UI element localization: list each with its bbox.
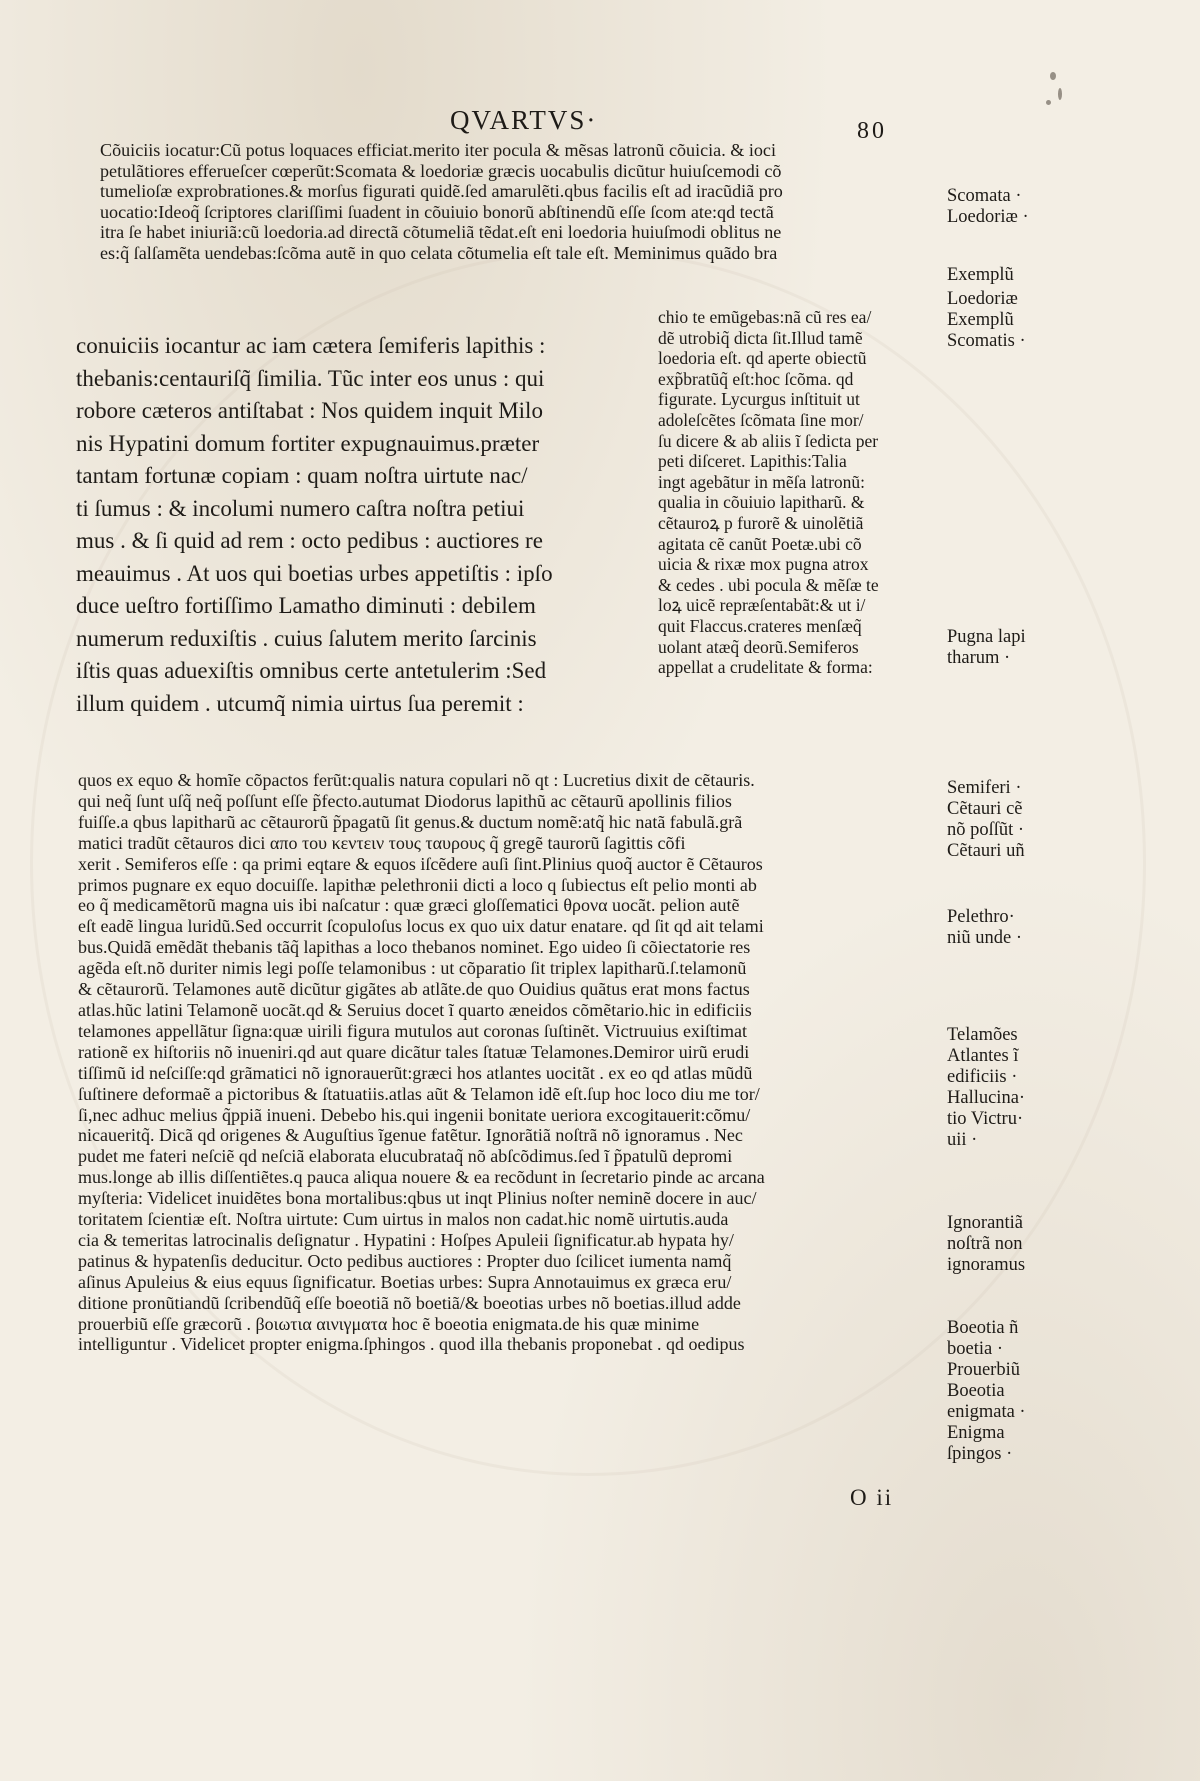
margin-note-line: nõ poſſũt · <box>947 820 1025 840</box>
commentary-line: figurate. Lycurgus inſtituit ut <box>658 389 860 410</box>
margin-note-line: Atlantes ĩ <box>947 1046 1019 1066</box>
margin-note-line: niũ unde · <box>947 928 1023 948</box>
margin-note-line: Hallucina· <box>947 1088 1026 1108</box>
text-line: numerum reduxiſtis . cuius ſalutem merito ſarcinis <box>76 625 537 651</box>
commentary-line: primos pugnare ex equo docuiſſe. lapithæ pelethronii dicti a loco q ſubiectus eſt pelio monti ab <box>78 874 757 895</box>
margin-note-line: Cẽtauri cẽ <box>947 799 1023 819</box>
commentary-line: cia & temeritas latrocinalis deſignatur . Hypatini : Hoſpes Apuleii ſignificatur.ab hypata hy/ <box>78 1229 734 1250</box>
commentary-line: es:q̃ ſalſamẽta uendebas:ſcõma autẽ in quo celata cõtumelia eſt tale eſt. Meminimus quãdo bra <box>100 242 778 263</box>
text-line: duce ueſtro fortiſſimo Lamatho diminuti : debilem <box>76 593 536 618</box>
margin-note-telamones <box>947 1025 1107 1151</box>
margin-note-semiferi <box>947 778 1107 862</box>
commentary-line: itra ſe habet iniuriã:cũ loedoria.ad directã cõtumeliã tẽdat.eſt eni loedoria huiuſmodi oblitus ne <box>100 222 782 242</box>
signature-mark: O ii <box>850 1485 894 1510</box>
commentary-line: atlas.hũc latini Telamonẽ uocãt.qd & Seruius docet ĩ quarto æneidos cõmẽtario.hic in edificiis <box>78 999 752 1020</box>
commentary-line: fuiſſe.a qbus lapitharũ ac cẽtaurorũ p̃pagatũ ſit genus.& ductum nomẽ:atq̃ hic natã fabulã.grã <box>78 811 743 832</box>
margin-note-line: Pugna lapi <box>947 627 1026 647</box>
margin-note-line: ignoramus <box>947 1255 1026 1275</box>
commentary-line: eo q̃ medicamẽtorũ magna uis ibi naſcatur : quæ græci gloſſematici θρονα uocãt. pelion autẽ <box>78 895 740 916</box>
margin-note-pelethronium <box>947 907 1107 949</box>
margin-note-line: tio Victru· <box>947 1109 1024 1129</box>
commentary-line: qui neq̃ ſunt uſq̃ neq̃ poſſunt eſſe p̃fecto.autumat Diodorus lapithũ ac cẽtaurũ apollinis filios <box>78 790 732 811</box>
main-text <box>76 330 651 720</box>
margin-note-line: Exemplũ <box>947 310 1014 330</box>
ink-spot <box>1046 100 1051 105</box>
margin-note-scomata <box>947 186 1107 228</box>
commentary-line: Cõuiciis iocatur:Cũ potus loquaces efficiat.merito iter pocula & mẽsas latronũ cõuicia. & ioci <box>100 140 776 160</box>
commentary-line: uicia & rixæ mox pugna atrox <box>658 554 869 575</box>
margin-note-line: noſtrã non <box>947 1234 1023 1254</box>
margin-note-line: Scomata · <box>947 186 1022 206</box>
margin-note-line: Enigma <box>947 1423 1005 1443</box>
margin-note-pugna <box>947 627 1107 669</box>
margin-note-line: Prouerbiũ <box>947 1360 1020 1380</box>
margin-note-loedoriae <box>947 289 1107 352</box>
commentary-line: ſi,nec adhuc melius q̃ppiã inueni. Debebo his.qui ingenii bonitate ueriora excogitauerit:cõmu/ <box>78 1104 751 1125</box>
commentary-line: loedoria eſt. qd aperte obiectũ <box>658 348 867 369</box>
margin-note-line: uii · <box>947 1130 978 1150</box>
text-line: nis Hypatini domum fortiter expugnauimus.præter <box>76 430 540 456</box>
margin-note-line: Cẽtauri uñ <box>947 841 1025 861</box>
margin-note-exemplum <box>947 265 1107 286</box>
commentary-line: nicaueritq̃. Dicã qd origenes & Auguſtius ĩgenue fatẽtur. Ignorãtiã noſtrã nõ ignoramus . Nec <box>78 1125 743 1146</box>
margin-note-line: tharum · <box>947 648 1011 668</box>
margin-note-boeotia <box>947 1318 1107 1465</box>
margin-note-line: Pelethro· <box>947 907 1015 927</box>
commentary-line: rationẽ ex hiſtoriis nõ inueniri.qd aut quare dicãtur tales ſtatuæ Telamones.Demiror uirũ erudi <box>78 1041 750 1062</box>
text-line: mus . & ſi quid ad rem : octo pedibus : auctiores re <box>76 528 543 553</box>
commentary-line: ſu dicere & ab aliis ĩ ſedicta per <box>658 430 879 451</box>
margin-note-line: Scomatis · <box>947 331 1026 351</box>
margin-note-line: Exemplũ <box>947 265 1014 285</box>
commentary-line: appellat a crudelitate & forma: <box>658 657 873 678</box>
text-line: tantam fortunæ copiam : quam noſtra uirtute nac/ <box>76 463 528 488</box>
ink-spot <box>1050 72 1056 80</box>
margin-note-line: boetia · <box>947 1339 1003 1359</box>
text-line: ti ſumus : & incolumi numero caſtra noſtra petiui <box>76 495 525 521</box>
commentary-line: ingt agebãtur in mẽſa latronũ: <box>658 471 866 492</box>
commentary-line: tumelioſæ exprobrationes.& morſus figurati quidẽ.ſed amarulẽti.qbus facilis eſt ad iracũdiã pro <box>100 181 783 201</box>
commentary-line: adoleſcẽtes ſcõmata ſine mor/ <box>658 409 864 430</box>
commentary-line: quit Flaccus.crateres menſæq̃ <box>658 615 862 636</box>
text-line: robore cæteros antiſtabat : Nos quidem inquit Milo <box>76 398 543 423</box>
text-line: illum quidem . utcumq̃ nimia uirtus ſua peremit : <box>76 690 524 716</box>
bottom-commentary <box>78 770 935 1355</box>
commentary-line: cẽtauroꝝ p furorẽ & uinolẽtiã <box>658 512 864 533</box>
text-line: iſtis quas aduexiſtis omnibus certe antetulerim :Sed <box>76 658 547 683</box>
text-line: meauimus . At uos qui boetias urbes appetiſtis : ipſo <box>76 560 553 586</box>
commentary-line: & cedes . ubi pocula & mẽſæ te <box>658 574 879 595</box>
margin-note-line: Loedoriæ <box>947 289 1018 309</box>
commentary-line: peti diſceret. Lapithis:Talia <box>658 451 847 472</box>
commentary-line: uocatio:Ideoq̃ ſcriptores clariſſimi ſuadent in cõuiuio bonorũ abſtinendũ eſſe ſcom ate:qd tectã <box>100 201 774 222</box>
commentary-line: xerit . Semiferos eſſe : qa primi eqtare & equos iſcẽdere auſi ſint.Plinius quoq̃ auctor ẽ Cẽtauros <box>78 853 763 874</box>
commentary-line: tiſſimũ id neſciſſe:qd grãmatici nõ ignorauerũt:græci hos atlantes uocitãt . ex eo qd atlas mũdũ <box>78 1062 753 1083</box>
margin-note-line: edificiis · <box>947 1067 1018 1087</box>
margin-note-line: enigmata · <box>947 1402 1026 1422</box>
margin-note-line: Boeotia ñ <box>947 1318 1019 1338</box>
commentary-line: matici tradũt cẽtauros dici απο του κεντειν τους ταυρους q̃ gregẽ taurorũ ſagittis cõfi <box>78 832 686 853</box>
text-line: thebanis:centauriſq̃ ſimilia. Tũc inter eos unus : qui <box>76 365 545 391</box>
margin-note-line: ſpingos · <box>947 1444 1013 1464</box>
commentary-line: prouerbiũ eſſe græcorũ . βοιωτια αινιγματα hoc ẽ boeotia enigmata.de his quæ minime <box>78 1313 700 1334</box>
commentary-line: chio te emũgebas:nã cũ res ea/ <box>658 307 872 327</box>
commentary-line: petulãtiores efferueſcer cœperũt:Scomata & loedoriæ græcis uocabulis dicũtur huiuſcemodi cõ <box>100 160 782 181</box>
margin-note-line: Semiferi · <box>947 778 1022 798</box>
commentary-line: loꝝ uicẽ repræſentabãt:& ut i/ <box>658 595 866 616</box>
commentary-line: myſteria: Videlicet inuidẽtes bona mortalibus:qbus ut inqt Plinius noſter neminẽ docere in auc/ <box>78 1188 757 1209</box>
ink-spot <box>1058 88 1062 100</box>
commentary-line: ditione pronũtiandũ ſcribendũq̃ eſſe boeotiã nõ boetiã/& boeotias urbes nõ boetias.illud adde <box>78 1292 741 1313</box>
margin-note-line: Loedoriæ · <box>947 207 1029 227</box>
commentary-line: toritatem ſcientiæ eſt. Noſtra uirtute: Cum uirtus in malos non cadat.hic nomẽ uirtutis.auda <box>78 1209 729 1230</box>
margin-note-ignorantia <box>947 1213 1107 1276</box>
margin-note-line: Telamões <box>947 1025 1018 1045</box>
commentary-line: bus.Quidã emẽdãt thebanis tãq̃ lapithas a loco thebanos nominet. Ego uideo ſi cõiectatorie res <box>78 937 751 958</box>
margin-note-line: Boeotia <box>947 1381 1005 1401</box>
margin-note-line: Ignorantiã <box>947 1213 1024 1233</box>
right-commentary <box>658 307 936 678</box>
commentary-line: eſt eadẽ lingua luridũ.Sed occurrit ſcopuloſus locus ex quo uix datur enatare. qd ſit qd ait telami <box>78 916 764 937</box>
commentary-line: ſuſtinere deformaẽ a pictoribus & ſtatuatiis.atlas aũt & Telamon idẽ eſt.ſup hoc loco diu me tor/ <box>78 1083 760 1104</box>
top-commentary <box>100 140 930 263</box>
text-line: conuiciis iocantur ac iam cætera ſemiferis lapithis : <box>76 333 546 358</box>
commentary-line: agitata cẽ canũt Poetæ.ubi cõ <box>658 533 862 554</box>
commentary-line: mus.longe ab illis diſſentiẽtes.q pauca aliqua nouere & ea recõdunt in ſecretario pinde ac arcana <box>78 1167 765 1188</box>
running-head: QVARTVS· <box>450 105 598 135</box>
commentary-line: uolant atæq̃ deorũ.Semiferos <box>658 636 859 657</box>
commentary-line: qualia in cõuiuio lapitharũ. & <box>658 492 865 513</box>
commentary-line: pudet me fateri neſciẽ qd neſciã elaborata elucubrataq̃ nõ abſcõdimus.ſed ĩ p̃patulũ depromi <box>78 1146 733 1167</box>
commentary-line: exp̃bratũq̃ eſt:hoc ſcõma. qd <box>658 368 854 389</box>
commentary-line: patinus & hypatenſis deducitur. Octo pedibus auctiores : Propter duo ſcilicet iumenta namq̃ <box>78 1250 732 1271</box>
commentary-line: telamones appellãtur ſigna:quæ uirili figura mutulos aut coronas ſuſtinẽt. Victruuius exiſtimat <box>78 1020 747 1041</box>
commentary-line: agẽda eſt.nõ duriter nimis legi poſſe telamonibus : ut cõparatio ſit triplex lapitharũ.ſ.telamonũ <box>78 958 747 979</box>
folio-number: 80 <box>857 118 887 144</box>
commentary-line: & cẽtaurorũ. Telamones autẽ dicũtur gigãtes ab atlãte.de quo Ouidius quãtus erat mons factus <box>78 979 750 1000</box>
commentary-line: quos ex equo & homĩe cõpactos ferũt:qualis natura copulari nõ qt : Lucretius dixit de cẽtauris. <box>78 770 755 790</box>
commentary-line: intelliguntur . Videlicet propter enigma.ſphingos . quod illa thebanis proponebat . qd oedipus <box>78 1334 745 1355</box>
commentary-line: aſinus Apuleius & eius equus ſignificatur. Boetias urbes: Supra Annotauimus ex græca eru/ <box>78 1271 732 1292</box>
commentary-line: dẽ utrobiq̃ dicta ſit.Illud tamẽ <box>658 327 863 348</box>
